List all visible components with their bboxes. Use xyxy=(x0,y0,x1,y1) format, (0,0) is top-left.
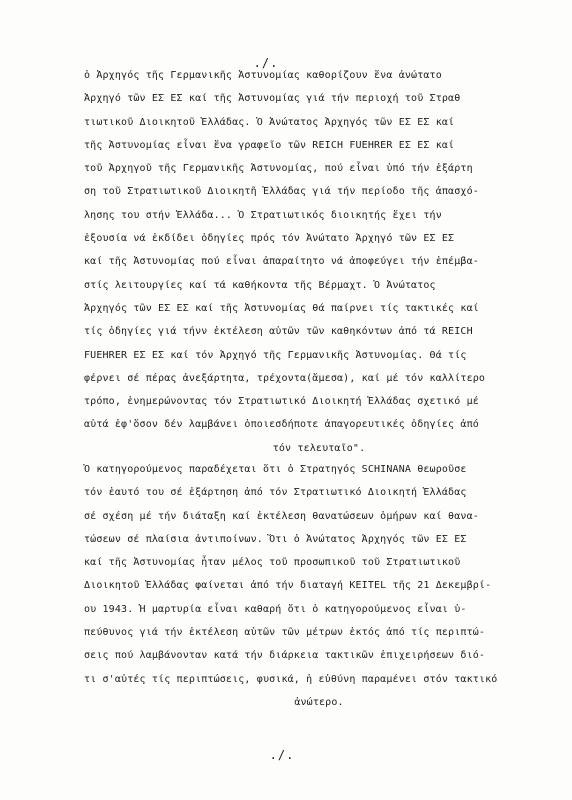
text-line: Ὁ κατηγορούμενος παραδέχεται ὅτι ὁ Στρατηγός SCHINANA θεωροῦσε xyxy=(84,464,467,475)
page-marker-top: ./. xyxy=(253,56,279,70)
text-line: τρόπο, ἐνημερώνοντας τόν Στρατιωτικό Διοικητή Ἑλλάδας σχετικό μέ xyxy=(84,396,479,408)
text-line: σεις πού λαμβάνονταν κατά τήν διάρκεια τακτικῶν ἐπιχειρήσεων διό- xyxy=(84,650,486,662)
text-line: τώσεων σέ πλαίσια ἀντιποίνων. Ὅτι ὁ Ἀνώτατος Ἀρχηγός τῶν ΕΣ ΕΣ xyxy=(84,533,467,545)
text-line: Ἀρχηγός τῶν ΕΣ ΕΣ καί τῆς Ἀστυνομίας θά παίρνει τίς τακτικές καί xyxy=(84,302,479,314)
text-line: αὐτά ἐφ'ὅσον δέν λαμβάνει ὁποιεσδήποτε ἀπαγορευτικές ὁδηγίες ἀπό xyxy=(84,419,479,431)
text-line: ου 1943. Ἡ μαρτυρία εἶναι καθαρή ὅτι ὁ κατηγορούμενος εἶναι ὑ- xyxy=(84,603,467,615)
text-line: Διοικητοῦ Ἑλλάδας φαίνεται ἀπό τήν διαταγή KEITEL τῆς 21 Δεκεμβρί- xyxy=(84,580,492,592)
text-line: ὁ Ἀρχηγός τῆς Γερμανικῆς Ἀστυνομίας καθορίζουν ἕνα ἀνώτατο xyxy=(84,70,442,81)
paragraph-1 xyxy=(84,64,554,460)
text-line: ἐξουσία νά ἐκδίδει ὁδηγίες πρός τόν Ἀνώτατο Ἀρχηγό τῶν ΕΣ ΕΣ xyxy=(84,233,455,245)
text-line: τόν τελευταῖο". xyxy=(272,442,366,454)
text-line: ἀνώτερο. xyxy=(294,696,344,708)
text-line: τοῦ Ἀρχηγοῦ τῆς Γερμανικῆς Ἀστυνομίας, πού εἶναι ὑπό τήν ἐξάρτη xyxy=(84,163,473,175)
text-line: τίς ὁδηγίες γιά τήνν ἐκτέλεση αὐτῶν τῶν καθηκόντων ἀπό τά REICH xyxy=(84,326,473,338)
text-line: Ἀρχηγό τῶν ΕΣ ΕΣ καί τῆς Ἀστυνομίας γιά τήν περιοχή τοῦ Στραθ xyxy=(84,93,461,105)
text-line: πεύθυνος γιά τήν ἐκτέλεση αὐτῶν τῶν μέτρων ἐκτός ἀπό τίς περιπτώ- xyxy=(84,627,486,639)
text-line: τι σ'αὐτές τίς περιπτώσεις, φυσικά, ἡ εὐθύνη παραμένει στόν τακτικό xyxy=(84,673,498,685)
paragraph-2 xyxy=(84,458,554,714)
text-line: λησης του στήν Ἑλλάδα... Ὁ Στρατιωτικός διοικητής ἔχει τήν xyxy=(84,209,442,221)
text-line: καί τῆς Ἀστυνομίας πού εἶναι ἀπαραίτητο νά ἀποφεύγει τήν ἐπέμβα- xyxy=(84,256,479,268)
text-line: καί τῆς Ἀστυνομίας ἦταν μέλος τοῦ προσωπικοῦ τοῦ Στρατιωτικοῦ xyxy=(84,557,461,569)
text-line: στίς λειτουργίες καί τά καθήκοντα τῆς Βέρμαχτ. Ὁ Ἀνώτατος xyxy=(84,279,436,291)
text-line: τιωτικοῦ Διοικητοῦ Ἑλλάδας. Ὁ Ἀνώτατος Ἀρχηγός τῶν ΕΣ ΕΣ καί xyxy=(84,116,455,128)
text-line: τῆς Ἀστυνομίας εἶναι ἕνα γραφεῖο τῶν REICH FUEHRER ΕΣ ΕΣ καί xyxy=(84,139,455,151)
text-line: φέρνει σέ πέρας ἀνεξάρτητα, τρέχοντα(ἄμεσα), καί μέ τόν καλλίτερο xyxy=(84,372,486,384)
page-marker-bottom: ./. xyxy=(269,748,295,762)
text-line: ση τοῦ Στρατιωτικοῦ Διοικητῆ Ἑλλάδας γιά τήν περίοδο τῆς ἀπασχό- xyxy=(84,186,479,198)
text-line: τόν ἑαυτό του σέ ἐξάρτηση ἀπό τόν Στρατιωτικό Διοικητή Ἑλλάδας xyxy=(84,487,467,499)
text-line: FUEHRER ΕΣ ΕΣ καί τόν Ἀρχηγό τῆς Γερμανικῆς Ἀστυνομίας. Θά τίς xyxy=(84,349,467,361)
text-line: σέ σχέση μέ τήν διάταξη καί ἐκτέλεση θανατώσεων ὁμήρων καί θανα- xyxy=(84,510,479,522)
